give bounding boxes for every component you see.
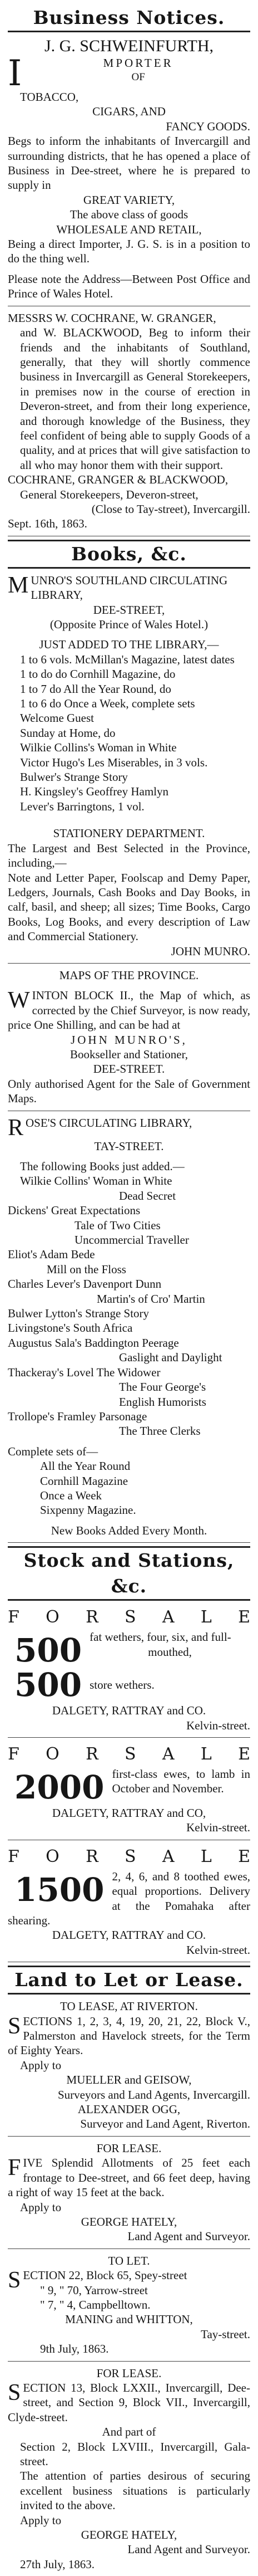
list-item: ECTION 22, Block 65, Spey-street [23,2269,187,2282]
advert-text: Kelvin-street. [186,1718,250,1732]
banner-letter: E [238,1607,250,1627]
advert-signature: DALGETY, RATTRAY and CO. [52,1704,206,1718]
list-item: " 9, " 70, Yarrow-street [40,2283,148,2297]
advert-body-text: INTON BLOCK II., the Map of which, as corrected by the Chief Surveyor, is now ready, price One Shilling, and can be had at [8,989,250,1032]
advert-body: Note and Letter Paper, Foolscap and Demy Paper, Ledgers, Journals, Cash Books and Day Books, in calf, basil, and sheep; all sizes; Time Books, Cargo Books, Log Books, and every description of Law and Commercial Stationery. [8,871,250,944]
advert-text: Tay-street. [201,2327,250,2341]
list-item: Gaslight and Daylight [119,1351,222,1365]
banner-letter: O [46,1744,59,1764]
banner-letter: L [200,1607,212,1627]
banner-letter: R [86,1846,98,1866]
advert-body: Being a direct Importer, J. G. S. is in a position to do the thing well. [8,237,250,266]
advert-sale-wethers [8,1604,250,1738]
advert-body [8,988,250,1032]
list-item: Livingstone's South Africa [8,1321,133,1335]
drop-cap: F [8,2155,21,2181]
quantity: 500 [14,1631,82,1670]
advert-subheading: STATIONERY DEPARTMENT. [53,827,205,840]
advert-subtitle: MPORTER [103,56,173,70]
list-item: Bulwer's Strange Story [20,770,128,784]
advert-signature: JOHN MUNRO. [171,944,250,958]
banner-letter: O [46,1607,59,1627]
advert-title: TO LET. [108,2254,150,2267]
quantity: 2000 [14,1768,105,1806]
advert-cochrane [8,310,250,536]
list-item: Once a Week [40,1488,102,1502]
advert-text: CIGARS, AND [92,105,166,119]
list-item: Dickens' Great Expectations [8,1204,141,1218]
list-item: Uncommercial Traveller [75,1233,189,1247]
advert-signature: ALEXANDER OGG, [77,2103,181,2116]
advert-sale-ewes [8,1741,250,1840]
banner-letter: S [124,1744,136,1764]
advert-body-text: ECTION 13, Block LXXII., Invercargill, Dee-street, and Section 9, Block VII., Invercargill, Clyde-street. [8,2381,250,2424]
advert-signature: MANING and WHITTON, [65,2313,193,2326]
advert-text: And part of [102,2425,156,2439]
drop-cap: I [8,53,22,94]
advert-heading [8,1115,250,1141]
advert-signature: DALGETY, RATTRAY and CO. [52,1928,206,1942]
list [8,1174,250,1438]
newspaper-column [8,0,250,2576]
banner-letter: S [124,1607,136,1627]
advert-text: Land Agent and Surveyor. [127,2543,250,2557]
advert-body [8,2014,250,2058]
list-item: Wilkie Collins' Woman in White [20,1174,172,1188]
advert-text: JUST ADDED TO THE LIBRARY,— [39,638,219,652]
advert-text: DEE-STREET. [93,1062,165,1076]
advert-heading [8,573,250,603]
list-item: H. Kingsley's Geoffrey Hamlyn [20,785,169,799]
quantity: 1500 [14,1870,105,1909]
advert-date: Sept. 16th, 1863. [8,517,87,531]
advert-munro-library [8,572,250,964]
advert-text: 2, 4, 6, and 8 toothed ewes, equal proportions. Delivery at the Pomahaka after shearing. [8,1869,250,1927]
list-item: Welcome Guest [20,711,95,725]
list-item: 1 to 7 do All the Year Round, do [20,682,171,696]
advert-text: Kelvin-street. [186,1943,250,1957]
list-item: Mill on the Floss [47,1262,126,1276]
advert-heading [8,53,250,94]
advert-signature: GEORGE HATELY, [81,2528,177,2542]
advert-text: (Close to Tay-street), Invercargill. [91,502,250,516]
advert-body-text: IVE Splendid Allotments of 25 feet each frontage to Dee-street, and 66 feet deep, having a right of way 15 feet at the back. [8,2156,250,2199]
list-item: 1 to 6 vols. McMillan's Magazine, latest dates [20,652,235,666]
advert-body: The attention of parties desirous of securing excellent business situations is particularly invited to the above. [20,2469,250,2513]
banner-letter: F [8,1744,19,1764]
advert-text: Section 2, Block LXVIII., Invercargill, Gala-street. [20,2440,250,2468]
advert-text: Surveyor and Land Agent, Riverton. [80,2117,250,2131]
drop-cap: W [8,988,30,1014]
advert-text: Complete sets of— [8,1444,98,1458]
advert-text: JOHN MUNRO'S, [71,1033,187,1047]
list-item: Sixpenny Magazine. [40,1503,136,1517]
advert-signature: GEORGE HATELY, [81,2215,177,2228]
advert-title: FOR LEASE. [96,2366,162,2380]
banner-letter: A [162,1607,175,1627]
advert-lease-riverton [8,1998,250,2137]
advert-title: TO LEASE, AT RIVERTON. [60,2000,198,2013]
advert-to-let [8,2252,250,2362]
list-item: Sunday at Home, do [20,726,116,740]
advert-text: WHOLESALE AND RETAIL, [56,222,202,236]
list-item: Charles Lever's Davenport Dunn [8,1277,162,1291]
advert-sale-toothed-ewes [8,1844,250,1962]
advert-date: 27th July, 1863. [20,2557,95,2571]
advert-text: TOBACCO, [20,90,79,104]
advert-text: The above class of goods [70,208,188,222]
advert-signature: COCHRANE, GRANGER & BLACKWOOD, [8,473,229,487]
advert-body: Only authorised Agent for the Sale of Government Maps. [8,1077,250,1106]
drop-cap: S [8,2013,21,2039]
list-item: The Three Clerks [119,1424,201,1438]
advert-body-text: ECTIONS 1, 2, 3, 4, 19, 20, 21, 22, Block V., Palmerston and Havelock streets, for the Term of Eighty Years. [8,2014,250,2057]
list-item: The Four George's [119,1380,206,1394]
list-item: 1 to 6 do Once a Week, complete sets [20,697,195,711]
list-item: Eliot's Adam Bede [8,1248,95,1262]
advert-text: TAY-STREET. [94,1139,164,1153]
advert-text: The following Books just added.— [20,1160,185,1173]
advert-maps [8,967,250,1111]
list-item: Trollope's Framley Parsonage [8,1409,147,1423]
drop-cap: R [8,1115,24,1141]
banner-letter: R [86,1744,98,1764]
list-item: Augustus Sala's Baddington Peerage [8,1336,179,1350]
advert-text: The Largest and Best Selected in the Province, including,— [8,841,250,870]
list-item: All the Year Round [40,1459,131,1473]
advert-text: Apply to [20,2513,62,2527]
section-heading-business: Business Notices. [8,5,250,32]
advert-title: MESSRS W. COCHRANE, W. GRANGER, [8,311,216,325]
advert-text: Apply to [20,2200,62,2214]
list-item: Dead Secret [119,1189,176,1203]
advert-signature: DALGETY, RATTRAY and CO, [52,1806,206,1820]
banner-letter: E [238,1744,250,1764]
for-sale-banner [8,1742,250,1767]
advert-body: and W. BLACKWOOD, Beg to inform their friends and the inhabitants of Southland, generally, that they will shortly commence business in Invercargill as General Storekeepers, in premises now in the course of erection in Deveron-street, and from their long experience, and thorough knowledge of the Business, they feel confident of being able to supply Goods of a quality, and at prices that will give satisfaction to all who may honor them with their support. [20,326,250,472]
advert-body: Please note the Address—Between Post Office and Prince of Wales Hotel. [8,272,250,301]
drop-cap: M [8,572,29,598]
advert-text: General Storekeepers, Deveron-street, [20,487,199,501]
banner-letter: A [162,1744,175,1764]
banner-letter: L [200,1846,212,1866]
advert-rose-library [8,1115,250,1543]
banner-letter: R [86,1607,98,1627]
quantity: 500 [14,1666,82,1704]
advert-lease-allotments [8,2140,250,2249]
advert-text: (Opposite Prince of Wales Hotel.) [49,618,209,631]
banner-letter: E [238,1846,250,1866]
list-item: Victor Hugo's Les Miserables, in 3 vols. [20,755,208,769]
advert-signature: MUELLER and GEISOW, [66,2073,192,2087]
advert-text: store wethers. [90,1678,155,1692]
list-item: 1 to do do Cornhill Magazine, do [20,667,176,681]
advert-text: Apply to [20,2058,62,2072]
advert-lease-section-13 [8,2365,250,2576]
advert-text: Bookseller and Stationer, [70,1047,188,1061]
advert-text: GREAT VARIETY, [83,193,175,207]
list [8,1459,250,1518]
list-item: Tale of Two Cities [75,1218,161,1232]
banner-letter: F [8,1846,19,1866]
advert-body: Begs to inform the inhabitants of Invercargill and surrounding districts, that he has opened a place of Business in Dee-street, where he is prepared to supply in [8,134,250,192]
advert-text: Kelvin-street. [186,1821,250,1835]
advert-title: MAPS OF THE PROVINCE. [59,968,199,982]
advert-text: FANCY GOODS. [166,119,250,133]
advert-title: OSE'S CIRCULATING LIBRARY, [26,1116,192,1130]
section-heading-land: Land to Let or Lease. [8,1966,250,1995]
advert-title: J. G. SCHWEINFURTH, [44,37,214,55]
banner-letter: F [8,1607,19,1627]
list-item: Martin's of Cro' Martin [97,1292,205,1306]
drop-cap: S [8,2379,21,2406]
section-heading-stock: Stock and Stations, &c. [8,1546,250,1601]
section-heading-books: Books, &c. [8,540,250,569]
advert-body [8,2155,250,2199]
banner-letter: S [124,1846,136,1866]
advert-text: OF [131,71,145,84]
advert-text: Surveyors and Land Agents, Invercargill. [57,2088,250,2101]
advert-text: fat wethers, four, six, and full- [90,1630,231,1644]
banner-letter: L [200,1744,212,1764]
advert-text: first-class ewes, to lamb in October and November. [112,1767,250,1796]
advert-body [8,2268,250,2312]
list-item: Thackeray's Lovel The Widower [8,1365,161,1379]
list-item: " 7, " 4, Campbelltown. [40,2298,151,2311]
list [8,652,250,814]
advert-title: FOR LEASE. [96,2141,162,2155]
list-item: Lever's Barringtons, 1 vol. [20,799,145,813]
banner-letter: O [46,1846,59,1866]
list-item: English Humorists [119,1395,206,1409]
banner-letter: A [162,1846,175,1866]
list-item: Wilkie Collins's Woman in White [20,741,177,755]
advert-date: 9th July, 1863. [40,2342,109,2356]
drop-cap: S [8,2267,21,2294]
advert-text: DEE-STREET, [93,603,165,617]
advert-schweinfurth [8,36,250,306]
advert-title: UNRO'S SOUTHLAND CIRCULATING LIBRARY, [31,573,228,602]
list-item: Cornhill Magazine [40,1474,128,1488]
advert-text: New Books Added Every Month. [51,1523,207,1537]
advert-text: Land Agent and Surveyor. [127,2230,250,2243]
list-item: Bulwer Lytton's Strange Story [8,1307,150,1321]
advert-body [8,2381,250,2425]
for-sale-banner [8,1845,250,1869]
for-sale-banner [8,1605,250,1630]
advert-text: mouthed, [148,1645,192,1659]
